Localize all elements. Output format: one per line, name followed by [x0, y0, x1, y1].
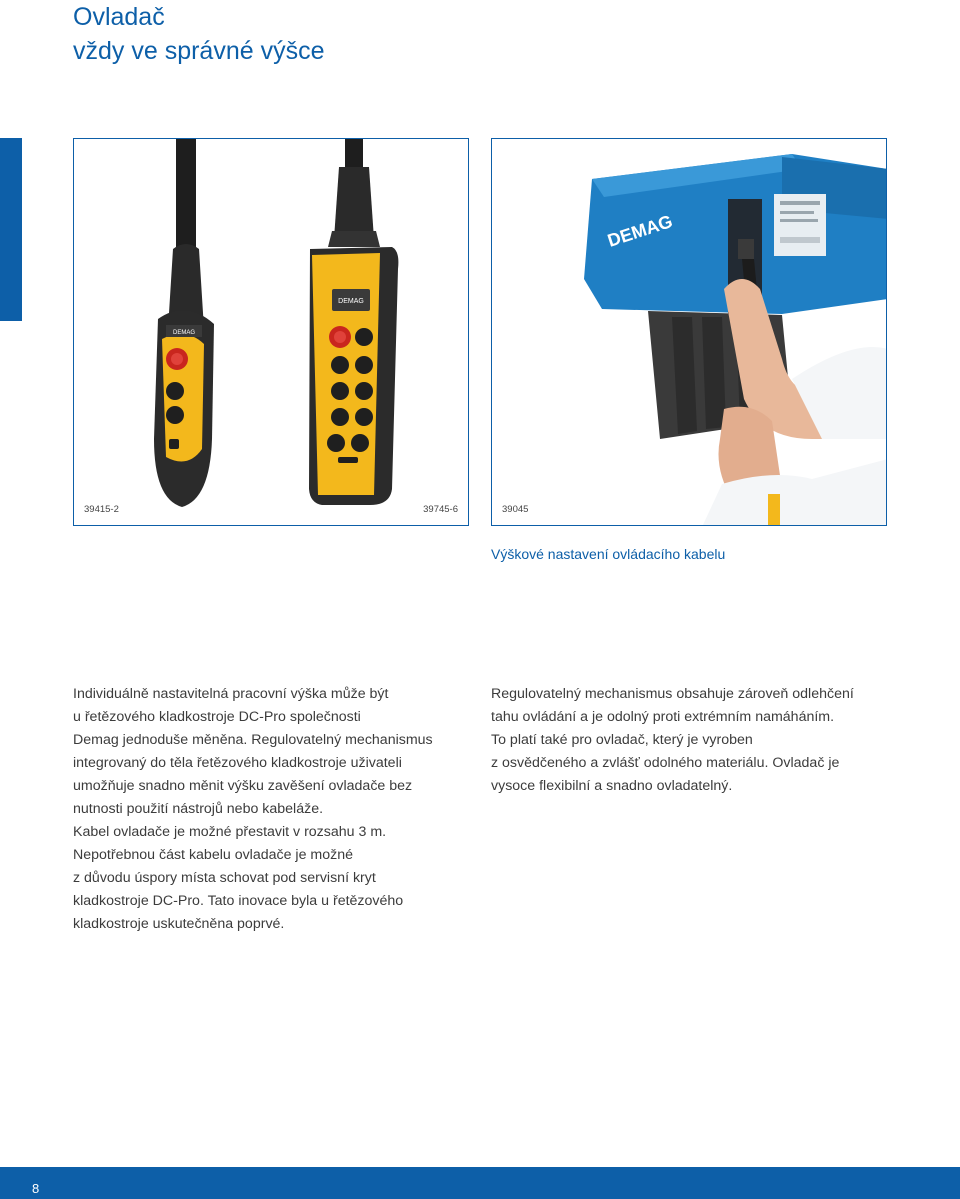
image-code-middle: 39745-6 [423, 504, 458, 515]
body-left-line: integrovaný do těla řetězového kladkostroje uživateli [73, 755, 402, 771]
body-left-line: Kabel ovladače je možné přestavit v rozsahu 3 m. [73, 824, 387, 840]
body-right-line: To platí také pro ovladač, který je vyroben [491, 732, 753, 748]
body-left-line: Demag jednoduše měněna. Regulovatelný mechanismus [73, 732, 433, 748]
pendant-controllers-image [73, 138, 469, 526]
page-title [73, 0, 325, 68]
small-pendant-logo: DEMAG [172, 330, 196, 336]
footer-bar [0, 1167, 960, 1199]
body-left-line: u řetězového kladkostroje DC-Pro společnosti [73, 709, 361, 725]
body-left-line: umožňuje snadno měnit výšku zavěšení ovladače bez [73, 778, 413, 794]
body-text-left [73, 683, 463, 936]
page-title-line-1: Ovladač [73, 3, 165, 31]
large-pendant-logo: DEMAG [338, 298, 364, 305]
body-right-line: Regulovatelný mechanismus obsahuje zároveň odlehčení [491, 686, 854, 702]
body-right-line: tahu ovládání a je odolný proti extrémním namáháním. [491, 709, 835, 725]
page-title-line-2: vždy ve správné výšce [73, 37, 325, 65]
hoist-brand-logo: DEMAG [605, 211, 675, 251]
hoist-illustration [492, 139, 887, 526]
body-right-line: z osvědčeného a zvlášť odolného materiálu. Ovladač je [491, 755, 840, 771]
image-code-left: 39415-2 [84, 504, 119, 515]
body-right-line: vysoce flexibilní a snadno ovladatelný. [491, 778, 733, 794]
body-text-right [491, 683, 881, 798]
body-left-line: kladkostroje uskutečněna poprvé. [73, 916, 285, 932]
body-left-line: Nepotřebnou část kabelu ovladače je možné [73, 847, 353, 863]
image-caption: Výškové nastavení ovládacího kabelu [491, 546, 726, 562]
page-number: 8 [32, 1181, 40, 1196]
body-left-line: z důvodu úspory místa schovat pod servisní kryt [73, 870, 376, 886]
hoist-cable-adjustment-image [491, 138, 887, 526]
body-left-line: kladkostroje DC-Pro. Tato inovace byla u řetězového [73, 893, 404, 909]
image-code-right: 39045 [502, 504, 529, 515]
pendant-controllers-illustration [74, 139, 469, 526]
body-left-line: Individuálně nastavitelná pracovní výška může být [73, 686, 389, 702]
body-left-line: nutnosti použití nástrojů nebo kabeláže. [73, 801, 324, 817]
side-accent-tab [0, 138, 22, 321]
